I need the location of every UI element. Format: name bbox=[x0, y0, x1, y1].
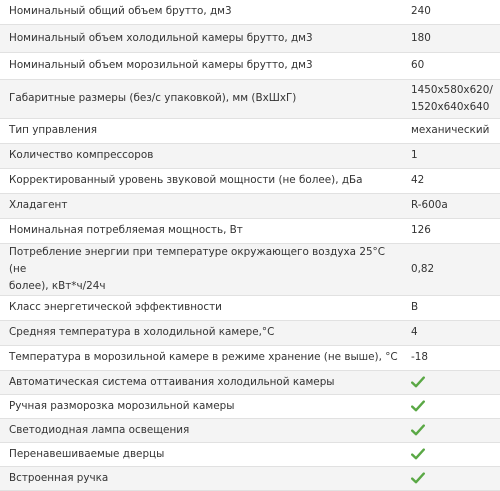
row-label: Перенавешиваемые дверцы bbox=[0, 442, 403, 466]
row-label: Номинальный общий объем брутто, дм3 bbox=[0, 0, 403, 24]
row-value bbox=[403, 370, 500, 394]
row-label: Корректированный уровень звуковой мощности (не более), дБа bbox=[0, 168, 403, 193]
table-row bbox=[0, 442, 500, 466]
dimensions-line-1: 1450x580x620/ bbox=[411, 83, 493, 96]
row-label: Хладагент bbox=[0, 193, 403, 218]
row-label: Номинальный объем морозильной камеры брутто, дм3 bbox=[0, 52, 403, 79]
row-value bbox=[403, 418, 500, 442]
row-value: 180 bbox=[403, 24, 500, 52]
row-value: 60 bbox=[403, 52, 500, 79]
row-label: Габаритные размеры (без/с упаковкой), мм (ВхШхГ) bbox=[0, 79, 403, 118]
check-icon bbox=[411, 400, 425, 412]
table-row bbox=[0, 118, 500, 143]
dimensions-line-2: 1520x640x640 bbox=[411, 100, 490, 113]
row-label: Автоматическая система оттаивания холодильной камеры bbox=[0, 370, 403, 394]
row-value bbox=[403, 394, 500, 418]
check-icon bbox=[411, 448, 425, 460]
row-label: Номинальный объем холодильной камеры брутто, дм3 bbox=[0, 24, 403, 52]
row-value: механический bbox=[403, 118, 500, 143]
table-row bbox=[0, 295, 500, 320]
table-row bbox=[0, 466, 500, 490]
table-row bbox=[0, 79, 500, 118]
row-value: 0,82 bbox=[403, 243, 500, 295]
row-label: Ручная разморозка морозильной камеры bbox=[0, 394, 403, 418]
table-row bbox=[0, 0, 500, 24]
table-row bbox=[0, 345, 500, 370]
row-label: Встроенная ручка bbox=[0, 466, 403, 490]
table-row bbox=[0, 320, 500, 345]
row-value: 4 bbox=[403, 320, 500, 345]
row-value: 126 bbox=[403, 218, 500, 243]
check-icon bbox=[411, 472, 425, 484]
row-value: 240 bbox=[403, 0, 500, 24]
table-row bbox=[0, 193, 500, 218]
row-value bbox=[403, 466, 500, 490]
table-row bbox=[0, 218, 500, 243]
table-row bbox=[0, 243, 500, 295]
row-value: R-600a bbox=[403, 193, 500, 218]
table-row bbox=[0, 52, 500, 79]
row-label: Светодиодная лампа освещения bbox=[0, 418, 403, 442]
table-row bbox=[0, 24, 500, 52]
row-label: Класс энергетической эффективности bbox=[0, 295, 403, 320]
row-value: 1 bbox=[403, 143, 500, 168]
row-value: 42 bbox=[403, 168, 500, 193]
row-label: Тип управления bbox=[0, 118, 403, 143]
row-label-line-2: более), кВт*ч/24ч bbox=[9, 279, 106, 292]
row-label: Температура в морозильной камере в режиме хранение (не выше), °С bbox=[0, 345, 403, 370]
row-label: Количество компрессоров bbox=[0, 143, 403, 168]
table-row bbox=[0, 418, 500, 442]
table-row bbox=[0, 370, 500, 394]
row-value bbox=[403, 442, 500, 466]
table-row bbox=[0, 168, 500, 193]
row-label bbox=[0, 243, 403, 295]
row-label-line-1: Потребление энергии при температуре окружающего воздуха 25°С (не bbox=[9, 245, 386, 275]
check-icon bbox=[411, 376, 425, 388]
row-label: Средняя температура в холодильной камере,°С bbox=[0, 320, 403, 345]
table-row bbox=[0, 394, 500, 418]
row-value bbox=[403, 79, 500, 118]
check-icon bbox=[411, 424, 425, 436]
row-label: Номинальная потребляемая мощность, Вт bbox=[0, 218, 403, 243]
row-value: B bbox=[403, 295, 500, 320]
row-value: -18 bbox=[403, 345, 500, 370]
table-row bbox=[0, 143, 500, 168]
